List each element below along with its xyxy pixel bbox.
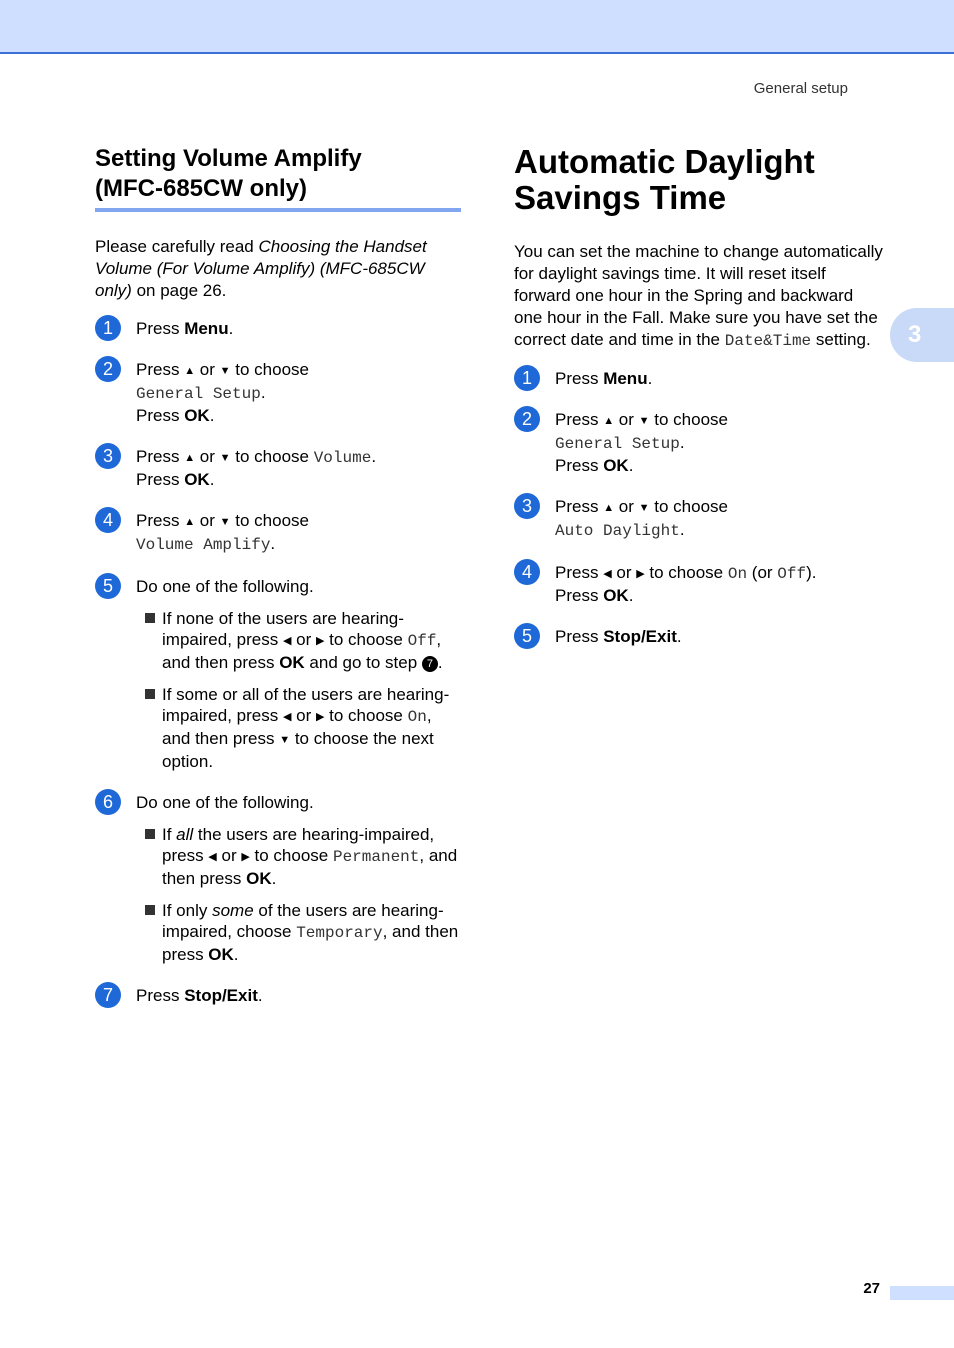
menu-option: General Setup xyxy=(555,435,680,453)
menu-option: Temporary xyxy=(296,924,383,942)
intro-paragraph: Please carefully read Choosing the Handset Volume (For Volume Amplify) (MFC-685CW only) on page 26. xyxy=(95,237,427,300)
bullet-list xyxy=(136,824,461,965)
step-number: 6 xyxy=(95,789,121,815)
step-4: 4 Press ◀ or ▶ to choose On (or Off). Press OK. xyxy=(514,562,884,606)
section-heading-volume-amplify: Setting Volume Amplify (MFC-685CW only) xyxy=(95,140,461,212)
down-arrow-icon: ▼ xyxy=(279,734,291,746)
step-1: 1 Press Menu. xyxy=(514,368,884,389)
step-reference[interactable]: 7 xyxy=(422,656,438,672)
step-number: 5 xyxy=(514,623,540,649)
running-head: General setup xyxy=(753,80,848,97)
page-number: 27 xyxy=(863,1280,880,1297)
square-bullet-icon xyxy=(145,905,155,915)
down-arrow-icon: ▼ xyxy=(219,452,231,464)
step-number: 4 xyxy=(514,559,540,585)
header-bar xyxy=(0,0,954,54)
step-3: 3 Press ▲ or ▼ to choose Auto Daylight. xyxy=(514,496,884,542)
bullet-item: If some or all of the users are hearing-impaired, press ◀ or ▶ to choose On, and then press ▼ to choose the next option. xyxy=(136,684,461,772)
step-number: 1 xyxy=(514,365,540,391)
menu-option: On xyxy=(727,565,748,583)
right-arrow-icon: ▶ xyxy=(315,635,325,647)
step-5: 5 Do one of the following. If none of the users are hearing-impaired, press ◀ or ▶ to choose Off, and then press OK and go to step 7 . If some or all of the users are hearing-impaired, press ◀ or ▶ to choose On, and then press ▼ to choose the next option. xyxy=(95,576,461,772)
step-2: 2 Press ▲ or ▼ to choose General Setup. Press OK. xyxy=(95,359,461,426)
menu-option: Off xyxy=(407,632,437,650)
step-number: 4 xyxy=(95,507,121,533)
menu-option: Auto Daylight xyxy=(555,522,680,540)
menu-option: Date&Time xyxy=(724,332,812,350)
chapter-tab: 3 xyxy=(890,308,954,362)
menu-option: Volume xyxy=(313,449,372,467)
bullet-list xyxy=(136,608,461,772)
up-arrow-icon: ▲ xyxy=(184,452,196,464)
left-column xyxy=(95,140,461,1026)
down-arrow-icon: ▼ xyxy=(638,502,650,514)
step-4: 4 Press ▲ or ▼ to choose Volume Amplify. xyxy=(95,510,461,556)
step-number: 5 xyxy=(95,573,121,599)
square-bullet-icon xyxy=(145,829,155,839)
step-number: 2 xyxy=(95,356,121,382)
step-2: 2 Press ▲ or ▼ to choose General Setup. Press OK. xyxy=(514,409,884,476)
step-6: 6 Do one of the following. If all the users are hearing-impaired, press ◀ or ▶ to choose Permanent, and then press OK. If only some of the users are hearing-impaired, choose Temporary, and then press OK. xyxy=(95,792,461,965)
bullet-item: If all the users are hearing-impaired, press ◀ or ▶ to choose Permanent, and then press OK. xyxy=(136,824,461,889)
bullet-item: If only some of the users are hearing-impaired, choose Temporary, and then press OK. xyxy=(136,900,461,965)
menu-option: On xyxy=(407,708,427,726)
left-arrow-icon: ◀ xyxy=(208,851,217,863)
footer-bar xyxy=(890,1286,954,1300)
cross-reference: Choosing the Handset Volume (For Volume Amplify) (MFC-685CW only) xyxy=(95,237,427,300)
right-arrow-icon: ▶ xyxy=(315,711,325,723)
step-5: 5 Press Stop/Exit. xyxy=(514,626,884,647)
step-7: 7 Press Stop/Exit. xyxy=(95,985,461,1006)
step-list xyxy=(95,318,461,1006)
step-3: 3 Press ▲ or ▼ to choose Volume. Press OK. xyxy=(95,446,461,490)
step-number: 3 xyxy=(514,493,540,519)
down-arrow-icon: ▼ xyxy=(219,516,231,528)
step-list xyxy=(514,368,884,647)
up-arrow-icon: ▲ xyxy=(184,365,196,377)
left-arrow-icon: ◀ xyxy=(282,635,292,647)
section-heading-daylight-savings: Automatic Daylight Savings Time xyxy=(514,143,815,216)
right-arrow-icon: ▶ xyxy=(241,851,250,863)
square-bullet-icon xyxy=(145,689,155,699)
menu-option: Permanent xyxy=(332,848,420,866)
left-arrow-icon: ◀ xyxy=(282,711,292,723)
square-bullet-icon xyxy=(145,613,155,623)
up-arrow-icon: ▲ xyxy=(603,502,615,514)
left-arrow-icon: ◀ xyxy=(603,568,612,580)
down-arrow-icon: ▼ xyxy=(638,415,650,427)
step-1: 1 Press Menu. xyxy=(95,318,461,339)
menu-option: Off xyxy=(777,565,807,583)
down-arrow-icon: ▼ xyxy=(219,365,231,377)
step-number: 2 xyxy=(514,406,540,432)
menu-option: Volume Amplify xyxy=(136,536,271,554)
step-number: 7 xyxy=(95,982,121,1008)
step-number: 3 xyxy=(95,443,121,469)
menu-option: General Setup xyxy=(136,385,261,403)
step-number: 1 xyxy=(95,315,121,341)
right-column xyxy=(514,140,884,667)
intro-paragraph: You can set the machine to change automatically for daylight savings time. It will reset itself forward one hour in the Spring and backward one hour in the Fall. Make sure you have set the correct date and time in the Date&Time setting. xyxy=(514,242,883,350)
up-arrow-icon: ▲ xyxy=(184,516,196,528)
bullet-item: If none of the users are hearing-impaired, press ◀ or ▶ to choose Off, and then press OK and go to step 7 . xyxy=(136,608,461,673)
up-arrow-icon: ▲ xyxy=(603,415,615,427)
right-arrow-icon: ▶ xyxy=(636,568,645,580)
